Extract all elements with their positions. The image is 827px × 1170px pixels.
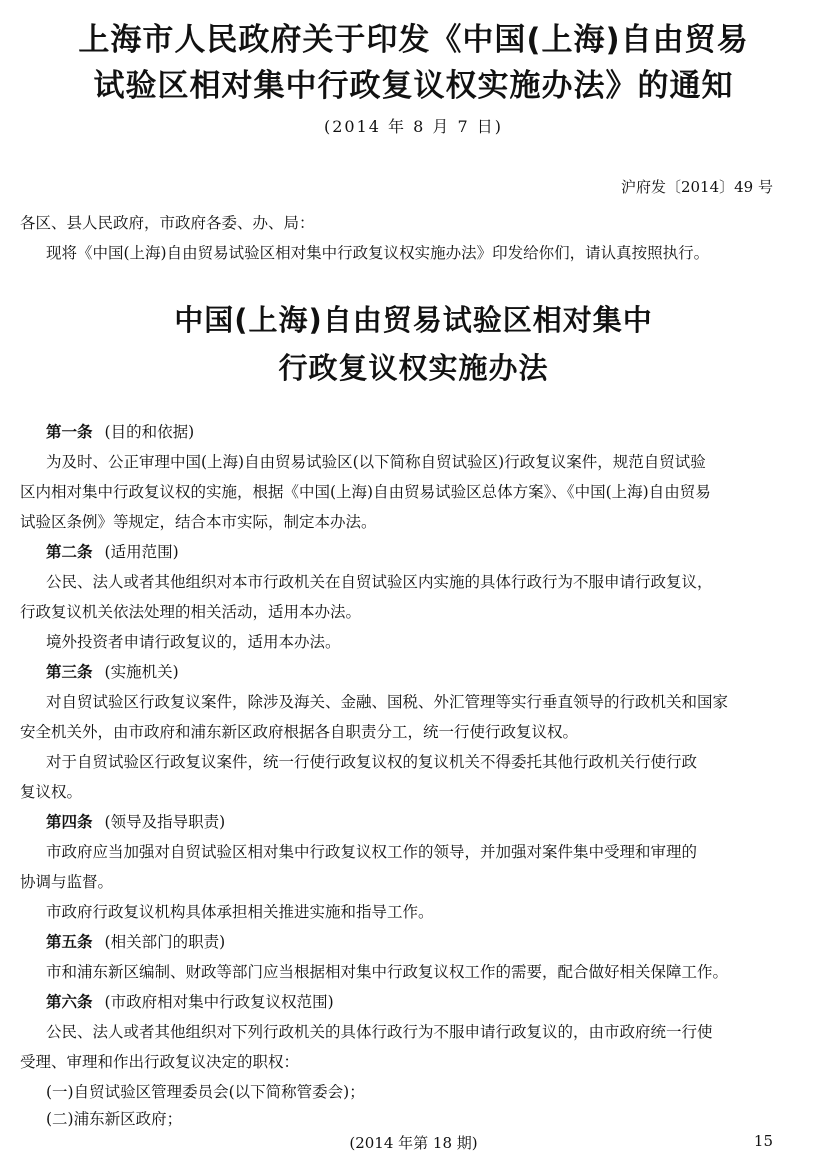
article-3-title: (实施机关) xyxy=(104,663,179,681)
article-5-label: 第五条 xyxy=(46,933,93,951)
article-3-line-4: 复议权。 xyxy=(20,783,83,801)
measure-title-line-2: 行政复议权实施办法 xyxy=(278,351,549,385)
article-4-title: (领导及指导职责) xyxy=(104,813,226,831)
footer-issue: (2014 年第 18 期) xyxy=(349,1134,478,1152)
article-1-heading xyxy=(46,421,194,443)
article-4-line-2: 协调与监督。 xyxy=(20,873,114,891)
article-3-line-2: 安全机关外，由市政府和浦东新区政府根据各自职责分工，统一行使行政复议权。 xyxy=(20,723,579,741)
article-2-heading xyxy=(46,541,179,563)
footer-page-number: 15 xyxy=(753,1132,773,1150)
article-3-heading xyxy=(46,661,179,683)
article-1-line-1: 为及时、公正审理中国(上海)自由贸易试验区(以下简称自贸试验区)行政复议案件，规范自贸试验 xyxy=(46,453,706,471)
article-6-heading xyxy=(46,991,334,1013)
article-6-label: 第六条 xyxy=(46,993,93,1011)
notice-date: (2014 年 8 月 7 日) xyxy=(324,117,503,136)
article-6-line-2: 受理、审理和作出行政复议决定的职权： xyxy=(20,1053,300,1071)
article-2-title: (适用范围) xyxy=(104,543,179,561)
article-6-line-1: 公民、法人或者其他组织对下列行政机关的具体行政行为不服申请行政复议的，由市政府统一行使 xyxy=(46,1023,713,1041)
notice-title-line-1: 上海市人民政府关于印发《中国(上海)自由贸易 xyxy=(78,22,749,58)
article-4-label: 第四条 xyxy=(46,813,93,831)
article-3-label: 第三条 xyxy=(46,663,93,681)
article-5-line-1: 市和浦东新区编制、财政等部门应当根据相对集中行政复议权工作的需要，配合做好相关保障工作。 xyxy=(46,963,729,981)
article-4-heading xyxy=(46,811,225,833)
article-2-line-1: 公民、法人或者其他组织对本市行政机关在自贸试验区内实施的具体行政行为不服申请行政复议， xyxy=(46,573,713,591)
article-6-title: (市政府相对集中行政复议权范围) xyxy=(104,993,334,1011)
article-1-line-3: 试验区条例》等规定，结合本市实际，制定本办法。 xyxy=(20,513,377,531)
article-3-line-1: 对自贸试验区行政复议案件，除涉及海关、金融、国税、外汇管理等实行垂直领导的行政机关和国家 xyxy=(46,693,729,711)
notice-body: 现将《中国(上海)自由贸易试验区相对集中行政复议权实施办法》印发给你们，请认真按照执行。 xyxy=(46,244,710,262)
article-6-line-4: (二)浦东新区政府； xyxy=(46,1110,183,1128)
article-1-line-2: 区内相对集中行政复议权的实施，根据《中国(上海)自由贸易试验区总体方案》、《中国(上海)自由贸易 xyxy=(20,483,711,501)
article-3-line-3: 对于自贸试验区行政复议案件，统一行使行政复议权的复议机关不得委托其他行政机关行使行政 xyxy=(46,753,698,771)
article-1-label: 第一条 xyxy=(46,423,93,441)
article-2-label: 第二条 xyxy=(46,543,93,561)
notice-title-line-2: 试验区相对集中行政复议权实施办法》的通知 xyxy=(93,68,734,104)
article-1-title: (目的和依据) xyxy=(104,423,195,441)
article-2-line-2: 行政复议机关依法处理的相关活动，适用本办法。 xyxy=(20,603,362,621)
article-4-line-1: 市政府应当加强对自贸试验区相对集中行政复议权工作的领导，并加强对案件集中受理和审理的 xyxy=(46,843,698,861)
measure-title-line-1: 中国(上海)自由贸易试验区相对集中 xyxy=(174,303,653,337)
article-2-line-3: 境外投资者申请行政复议的，适用本办法。 xyxy=(46,633,341,651)
article-5-heading xyxy=(46,931,225,953)
recipients-line: 各区、县人民政府，市政府各委、办、局： xyxy=(20,214,315,232)
article-6-line-3: (一)自贸试验区管理委员会(以下简称管委会)； xyxy=(46,1083,365,1101)
document-number: 沪府发〔2014〕49 号 xyxy=(620,178,773,196)
article-5-title: (相关部门的职责) xyxy=(104,933,226,951)
article-4-line-3: 市政府行政复议机构具体承担相关推进实施和指导工作。 xyxy=(46,903,434,921)
